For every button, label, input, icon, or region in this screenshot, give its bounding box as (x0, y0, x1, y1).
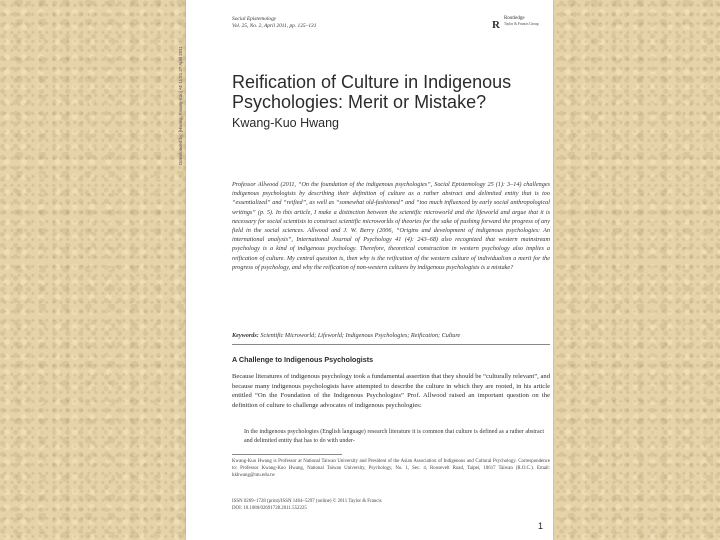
author-footnote: Kwang-Kuo Hwang is Professor at National Taiwan University and President of the Asian Association of Indigenous and Cultural Psychology. Correspondence to: Professor Kwang-Kuo Hwang, National Taiwan University, Psychology, No. 1, Sec. 4, Roosevelt Road, Taipei, 10617 Taiwan (R.O.C.). Email: kkhwang@ntu.edu.tw (232, 459, 550, 479)
journal-citation: Vol. 25, No. 2, April 2011, pp. 125–131 (232, 23, 317, 29)
publisher-name: Routledge (504, 16, 525, 21)
paper-content (178, 0, 550, 540)
section-heading: A Challenge to Indigenous Psychologists (232, 355, 374, 364)
paper-title-line-2: Psychologies: Merit or Mistake? (232, 92, 487, 112)
journal-name: Social Epistemology (232, 16, 277, 22)
keywords (232, 332, 550, 339)
keywords-label: Keywords: (232, 332, 259, 339)
slide-number: 1 (538, 521, 544, 531)
body-paragraph: Because literatures of indigenous psychology took a fundamental assertion that they should be “culturally relevant”, and because many indigenous psychologists have attempted to describe the culture in which they are rooted, in his article entitled “On the Foundation of the Indigenous Psychologies” Prof. Allwood raised an important question on the definition of culture to challenge advocates of indigenous psychologies: (232, 373, 550, 409)
footnote-divider (232, 454, 342, 455)
keywords-text: Scientific Microworld; Lifeworld; Indigenous Psychologies; Reification; Culture (260, 332, 461, 339)
doi-line: DOI: 10.1080/02691728.2011.552225 (232, 506, 307, 512)
download-stamp: Downloaded by: [Hwang, Kwang-Kuo] At: 11:21 27 April 2011 (178, 46, 183, 165)
journal-header (232, 16, 316, 30)
paper-author: Kwang-Kuo Hwang (232, 116, 340, 130)
abstract: Professor Allwood (2011, “On the foundation of the indigenous psychologies”, Social Epistemology 25 (1): 3–14) challenges indigenous psychologists by describing their definition of culture as a rather abstract and delimited entity that is too “essentialized” and “reified”, as well as “somewhat old-fashioned” and “too much influenced by early social anthropological writings” (p. 5). In this article, I make a distinction between the scientific microworld and the lifeworld and argue that it is necessary for social scientists to construct scientific microworlds of theories for the sake of pushing forward the progress of any field in the social sciences. Allwood and J. W. Berry (2006, “Origins and development of indigenous psychologies: An international analysis”, International Journal of Psychology 41 (4): 243–68) also recognized that western mainstream psychology is a kind of indigenous psychology. Therefore, theoretical construction in western psychology also implies a reification of culture. My central question is, then why is the reification of the western culture of individualism a merit for the progress of psychology, and why the reification of non-western cultures by indigenous psychologists is a mistake? (232, 181, 550, 271)
issn-line: ISSN 0269–1728 (print)/ISSN 1464–5297 (online) © 2011 Taylor & Francis (232, 499, 382, 504)
paper-title-line-1: Reification of Culture in Indigenous (232, 72, 512, 92)
publisher-subtitle: Taylor & Francis Group (504, 22, 539, 26)
divider (232, 344, 550, 345)
issn-info (232, 498, 550, 512)
publisher-logo (492, 15, 552, 33)
block-quote: In the indigenous psychologies (English language) research literature it is common that culture is defined as a rather abstract and delimited entity that has to do with under- (244, 429, 544, 444)
paper-title (232, 72, 552, 112)
routledge-logo-icon: R (492, 19, 500, 31)
